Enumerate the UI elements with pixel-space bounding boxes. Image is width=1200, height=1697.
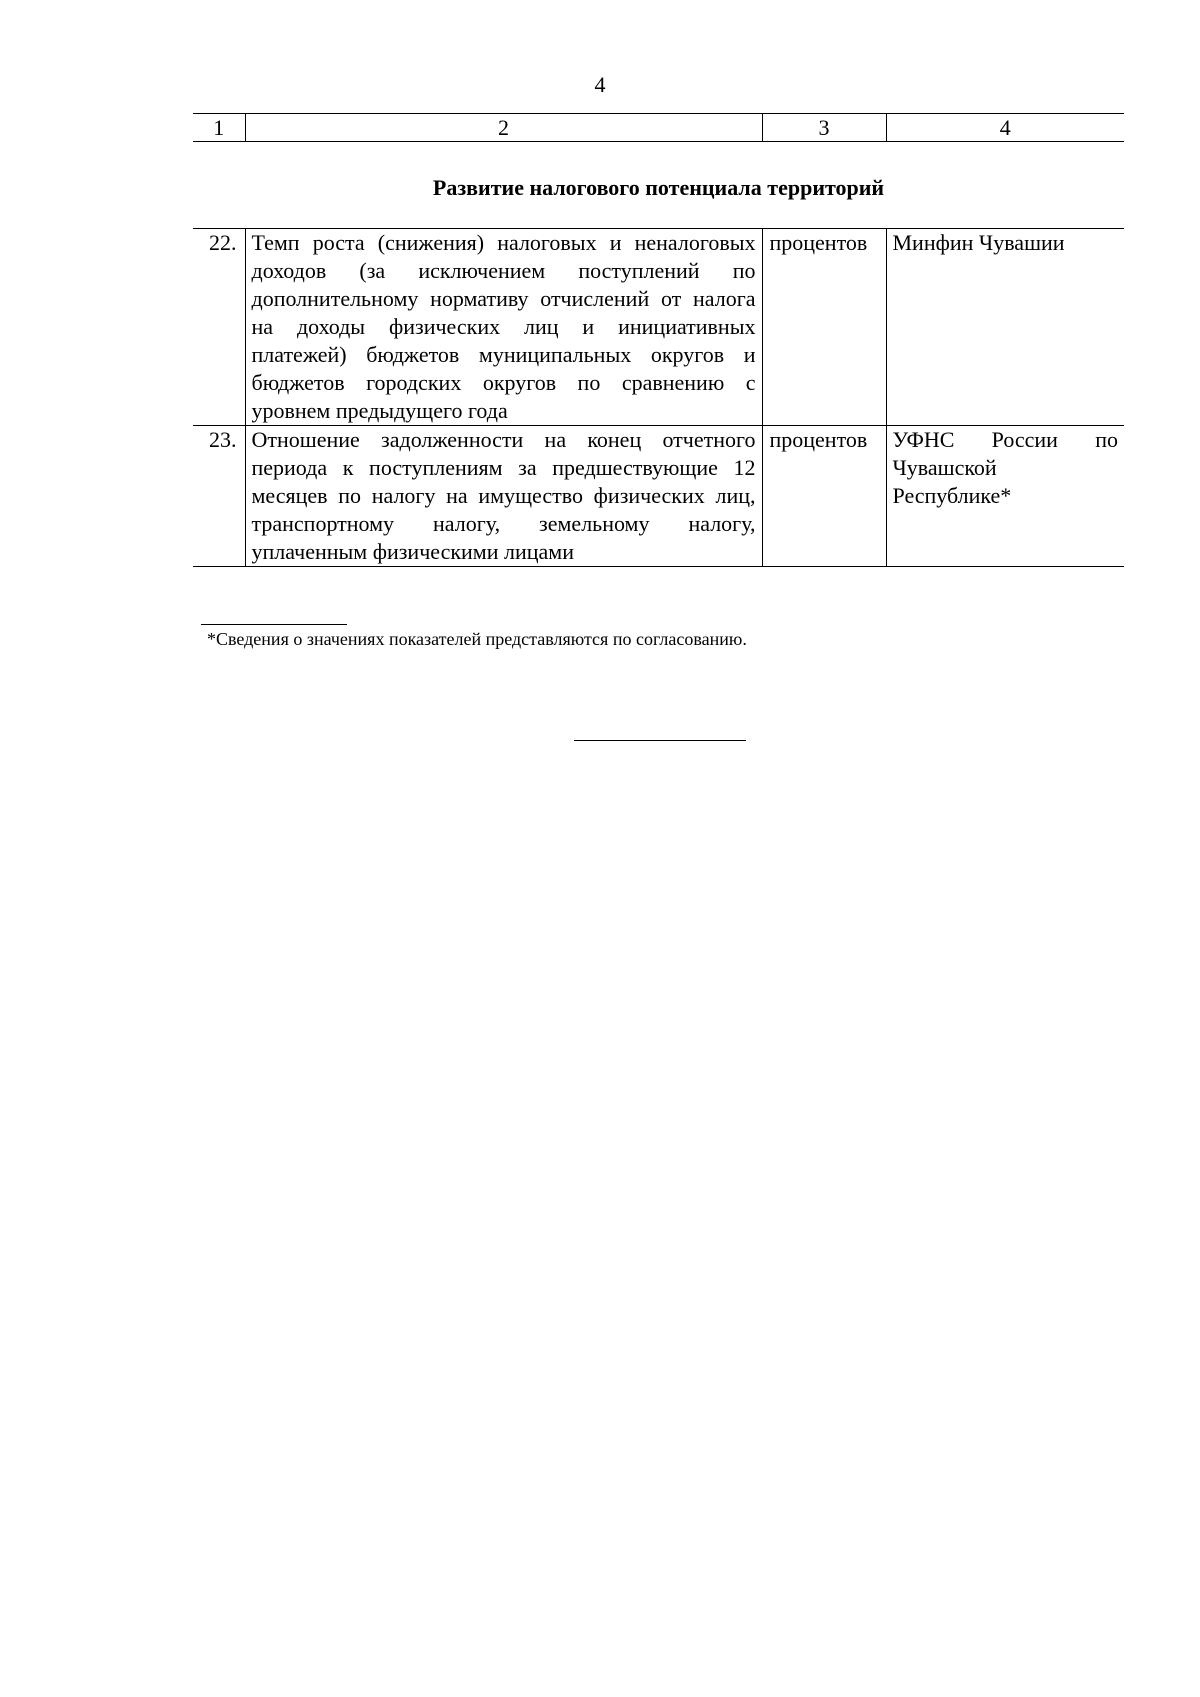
header-row xyxy=(193,114,1124,142)
footnote: *Сведения о значениях показателей представляются по согласованию. xyxy=(207,629,747,649)
header-cell-4: 4 xyxy=(886,114,1124,142)
indicator-unit: процентов xyxy=(762,229,886,426)
indicator-description: Отношение задолженности на конец отчетного периода к поступлениям за предшествующие 12 месяцев по налогу на имущество физических лиц, транспортному налогу, земельному налогу, уплаченным физическими лицами xyxy=(245,426,762,567)
row-number: 22. xyxy=(193,229,245,426)
responsible-body: УФНС России по Чувашской Республике* xyxy=(886,426,1124,567)
table-row xyxy=(193,229,1124,426)
header-cell-1: 1 xyxy=(193,114,245,142)
footnote-separator xyxy=(201,624,347,625)
section-title: Развитие налогового потенциала территорий xyxy=(432,175,885,200)
indicator-description: Темп роста (снижения) налоговых и неналоговых доходов (за исключением поступлений по дополнительному нормативу отчислений от налога на доходы физических лиц и инициативных платежей) бюджетов муниципальных округов и бюджетов городских округов по сравнению с уровнем предыдущего года xyxy=(245,229,762,426)
column-number-header xyxy=(193,113,1124,142)
page-number: 4 xyxy=(594,72,606,97)
row-number: 23. xyxy=(193,426,245,567)
header-cell-2: 2 xyxy=(245,114,762,142)
indicator-unit: процентов xyxy=(762,426,886,567)
indicators-table xyxy=(193,228,1124,567)
table-row xyxy=(193,426,1124,567)
responsible-body: Минфин Чувашии xyxy=(886,229,1124,426)
end-of-document-line xyxy=(574,740,746,741)
header-cell-3: 3 xyxy=(762,114,886,142)
